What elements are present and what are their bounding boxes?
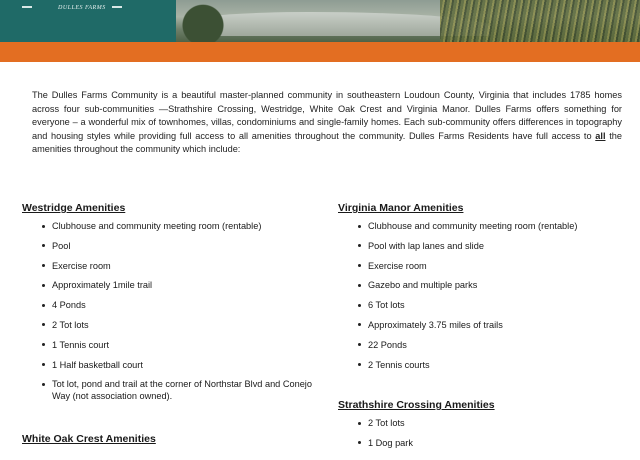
list-item: Clubhouse and community meeting room (rentable): [52, 220, 312, 232]
intro-paragraph: [32, 89, 622, 157]
list-item: Exercise room: [52, 260, 312, 272]
list-item: 2 Tot lots: [368, 417, 628, 429]
logo-mark-icon: [112, 2, 122, 8]
list-item: Exercise room: [368, 260, 628, 272]
section-heading: Strathshire Crossing Amenities: [338, 399, 495, 411]
list-item: 6 Tot lots: [368, 299, 628, 311]
list-item: Approximately 1mile trail: [52, 279, 312, 291]
list-item: 1 Half basketball court: [52, 359, 312, 371]
header-banner: [0, 0, 640, 42]
virginia-manor-section: [338, 202, 628, 378]
section-heading: White Oak Crest Amenities: [22, 433, 156, 445]
amenity-list: [338, 417, 628, 449]
amenity-list: [338, 220, 628, 371]
list-item: 2 Tennis courts: [368, 359, 628, 371]
list-item: 2 Tot lots: [52, 319, 312, 331]
intro-emphasis: all: [595, 130, 606, 141]
logo-mark-icon: [22, 2, 32, 8]
section-heading: Westridge Amenities: [22, 202, 126, 214]
marsh-grass: [440, 0, 640, 42]
list-item: Approximately 3.75 miles of trails: [368, 319, 628, 331]
section-heading: Virginia Manor Amenities: [338, 202, 464, 214]
amenity-list: [22, 220, 312, 402]
list-item: 1 Dog park: [368, 437, 628, 449]
trees: [176, 0, 266, 42]
list-item: 22 Ponds: [368, 339, 628, 351]
list-item: Tot lot, pond and trail at the corner of Northstar Blvd and Conejo Way (not association owned).: [52, 379, 312, 402]
strathshire-crossing-section: [338, 399, 628, 457]
list-item: 4 Ponds: [52, 299, 312, 311]
intro-text: The Dulles Farms Community is a beautiful master-planned community in southeastern Loudoun County, Virginia that includes 1785 homes across four sub-communities —Strathshire Crossing, Westridge, White Oak Crest and Virginia Manor. Dulles Farms offers something for everyone – a wonderful mix of townhomes, villas, condominiums and single-family homes. Each sub-community offers differences in topography and housing styles while providing full access to all amenities throughout the community. Dulles Farms Residents have full access to: [32, 90, 622, 141]
intro-text-end: the amenities throughout the community which include:: [32, 130, 622, 155]
logo-text: DULLES FARMS: [58, 5, 106, 11]
list-item: Gazebo and multiple parks: [368, 279, 628, 291]
list-item: Clubhouse and community meeting room (rentable): [368, 220, 628, 232]
list-item: Pool: [52, 240, 312, 252]
orange-divider-bar: [0, 42, 640, 62]
westridge-section: [22, 202, 312, 410]
logo-panel: [0, 0, 176, 42]
list-item: 1 Tennis court: [52, 339, 312, 351]
white-oak-crest-section: [22, 433, 156, 451]
list-item: Pool with lap lanes and slide: [368, 240, 628, 252]
